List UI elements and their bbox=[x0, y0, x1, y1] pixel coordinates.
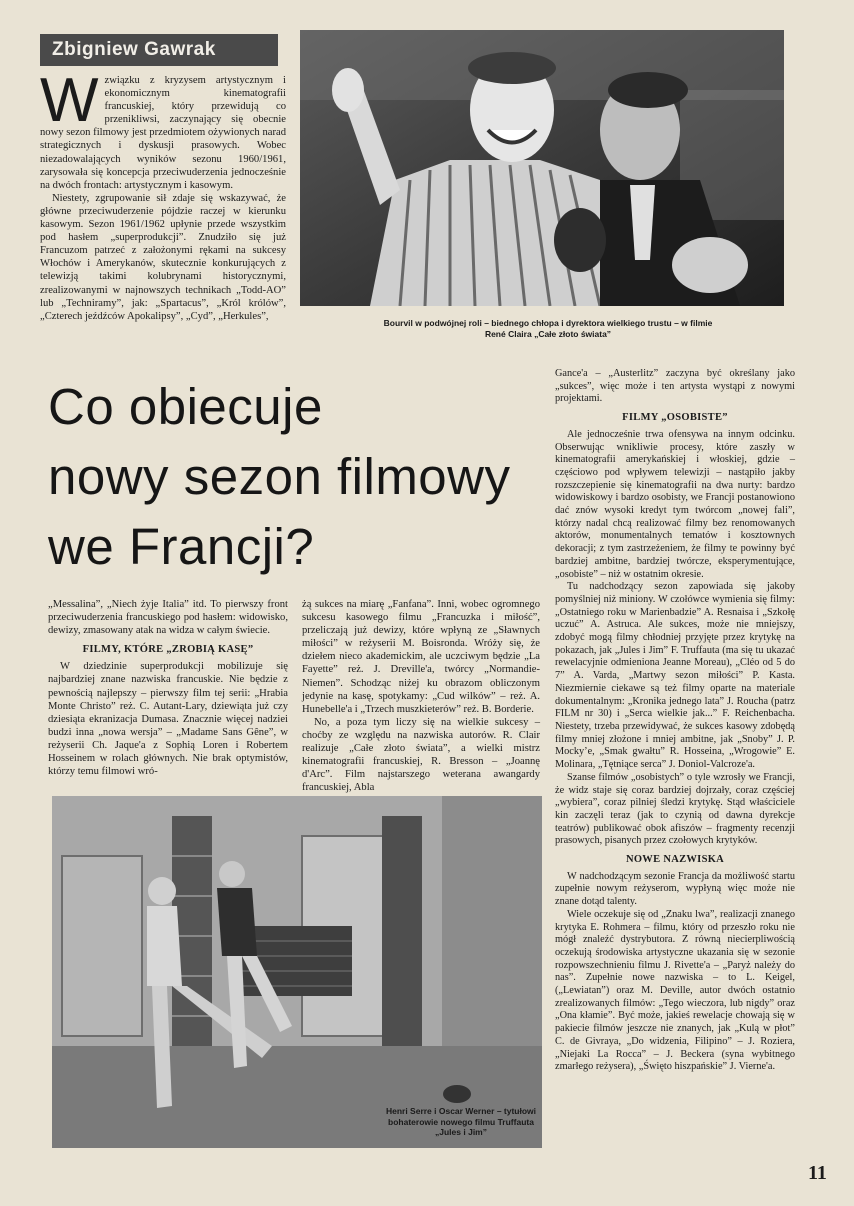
photo-jules-jim-caption: Henri Serre i Oscar Werner – tytułowi bohaterowie nowego filmu Truffauta „Jules i Jim” bbox=[385, 1106, 537, 1137]
headline-line-2: nowy sezon filmowy bbox=[48, 448, 511, 505]
intro-column bbox=[40, 66, 286, 323]
paragraph-sezon: Tu nadchodzący sezon zapowiada się jakoby pomyślniej niż miniony. W czołówce wymienia się filmy: „Ostatniego roku w Marienbadzie” A. Resnaisa i „Szkołę uczuć” A. Astruca. Ale sukces, może nie mniejszy, zdobyć mogą filmy chłodniej przyjęte przez krytykę na pokazach, jak „Jules i Jim” F. Truffauta (ma się tu ukazać rewelacyjnie odmieniona Jeanne Moreau), „Cléo od 5 do 7” A. Varda, „Martwy sezon miłości” P. Kasta. Niezmiernie ciekawe są też filmy oparte na materiale dokumentalnym: „Kronika jednego lata” J. Roucha (patrz FILM nr 30) i „Serca wielkie jak...” F. Reichenbacha. Niestety, trzeba przewidywać, że sukces kasowy zdobędą filmy mniej złożone i mniej ambitne, jak „Snoby” J. P. Mockyʼe, „Smak gwałtu” R. Hosseina, „Wrogowie” E. Molinara, „Tętniące serca” J. Doniol-Valcroze'a. bbox=[555, 581, 795, 771]
headline bbox=[48, 372, 548, 582]
headline-line-3: we Francji? bbox=[48, 518, 315, 575]
paragraph-fanfan: żą sukces na miarę „Fanfana”. Inni, wobec ogromnego sukcesu kasowego filmu „Francuzka i miłość”, przeliczają już dewizy, które wpłyną ze „Sławnych miłości” w reżyserii M. Boisronda. Wróży się, że dziełem nieco akademickim, ale uczciwym będzie „La Fayette” reż. J. Dreville'a, twórcy „Normandie-Niemen”. Schodząc niżej ku obrazom obliczonym jedynie na kasę, spotykamy: „Cud wilków” – reż. A. Hunebelle'a i „Trzech muszkieterów” reż. B. Borderie. bbox=[302, 599, 540, 715]
photo-bourvil bbox=[300, 30, 784, 306]
bourvil-photo-image bbox=[300, 30, 784, 306]
column-middle-left bbox=[48, 598, 288, 778]
section-heading-nazwiska: NOWE NAZWISKA bbox=[625, 854, 725, 866]
paragraph-znak-lwa: Wiele oczekuje się od „Znaku lwa”, realizacji znanego krytyka E. Rohmera – filmu, który od przeszło roku nie mógł znaleźć dystrybutora. Z równą niecierpliwością oczekują środowiska artystyczne ukazania się w sezonie rozpowszechnieniu filmu J. Rivette'a – „Paryż należy do nas”. Zupełnie nowe nazwiska – to L. Keigel, („Lewiatan”) oraz M. Deville, autor dwóch ostatnio zrealizowanych filmów: „Tego wieczora, lub nigdy” oraz „Ona kłamie”. Być może, jakieś rewelacje chowają się w pakiecie filmów jeszcze nie znanych, jak „Kulą w płot” C. de Givraya, „Do widzenia, Filipino” – J. Roziera, „Niejaki La Rocca” – J. Beckera (syna wybitnego zmarłego reżysera), „Święto hiszpańskie” J. Vierne'a. bbox=[555, 908, 795, 1073]
paragraph-gance: Gance'a – „Austerlitz” zaczyna być określany jako „sukces”, więc może i ten artysta wystąpi z nowymi projektami. bbox=[555, 368, 795, 405]
section-heading-osobiste: FILMY „OSOBISTE” bbox=[622, 412, 728, 424]
drop-cap: W bbox=[40, 66, 99, 135]
column-right bbox=[555, 368, 795, 1074]
page-number: 11 bbox=[808, 1162, 827, 1184]
section-heading-kase: FILMY, KTÓRE „ZROBIĄ KASĘ” bbox=[82, 644, 254, 656]
column-middle-right bbox=[302, 598, 540, 794]
paragraph-superprodukcje: W dziedzinie superprodukcji mobilizuje się najbardziej znane nazwiska francuskie. Nie będzie z pewnością najlepszy – pierwszy film tej serii: „Hrabia Monte Christo” reż. C. Autant-Lary, dziewiąta już czy dziesiąta ekranizacja Dumasa. Znacznie więcej nadziei budzi inna „nowa wersja” – „Madame Sans Gêne”, w reżyserii Ch. Jaque'a z Sophią Loren i Robertem Hosseinem w rolach głównych. Nie brak optymistów, którzy temu filmowi wró- bbox=[48, 661, 288, 778]
paragraph-szanse: Szanse filmów „osobistych” o tyle wzrosły we Francji, że widz staje się coraz bardziej dojrzały, coraz częściej „wybiera”, coraz pilniej śledzi krytykę. Stąd właściciele kin zaczęli teraz (jak to czynią od dawna dyrekcje teatrów) publikować obok afiszów – fragmenty recenzji prasowych, pisanych przez czołowych krytyków. bbox=[555, 771, 795, 847]
jules-jim-photo-image bbox=[52, 796, 542, 1148]
paragraph-messalina: „Messalina”, „Niech żyje Italia” itd. To pierwszy front przeciwuderzenia francuskiego pod hasłem: widowisko, dewizy, zmasowany atak na widza w całym świecie. bbox=[48, 599, 288, 637]
paragraph-ofensywa: Ale jednocześnie trwa ofensywa na innym odcinku. Obserwując wnikliwie procesy, które zaszły w kinematografii amerykańskiej i włoskiej, gdzie – częściowo pod wpływem telewizji – nastąpiło jakby rozszczepienie się kinematografii na dwa nurty: bardzo widowiskowy i bardzo osobisty, we Francji postanowiono dać znów wysoki kredyt tym twórcom „nowej fali”, którzy nadal chcą realizować filmy bez renomowanych aktorów, monumentalnych tematów i kosztownych dekoracji; z tym zastrzeżeniem, że filmy te powinny być bardziej ambitne, bardziej twórcze, eksperymentujące, „osobiste” – niż w ostatnim okresie. bbox=[555, 428, 795, 580]
paragraph-clair-bresson: No, a poza tym liczy się na wielkie sukcesy – choćby ze względu na nazwiska autorów. R. Clair realizuje „Całe złoto świata”, a wielki mistrz kinematografii francuskiej, R. Bresson – „Joannę d'Arc”. Film najstarszego weterana awangardy francuskiej, Abla bbox=[302, 716, 540, 794]
headline-line-1: Co obiecuje bbox=[48, 378, 323, 435]
paragraph-nowi-rezyserzy: W nadchodzącym sezonie Francja da możliwość startu zupełnie nowym reżyserom, wypłyną więc może nie znane dotąd talenty. bbox=[555, 870, 795, 908]
photo-jules-jim bbox=[52, 796, 542, 1148]
intro-paragraph-2: Niestety, zgrupowanie sił zdaje się wskazywać, że główne przeciwuderzenie pójdzie raczej w kierunku kasowym. Sezon 1961/1962 upłynie przede wszystkim pod hasłem „superprodukcji”. Znudziło się już Francuzom patrzeć z założonymi rękami na sukcesy Włochów i Amerykanów, skutecznie konkurujących z telewizją takimi kolubrynami historycznymi, zrealizowanymi w najnowszych technikach „Todd-AO” lub „Techniramy”, jak: „Spartacus”, „Król królów”, „Czterech jeźdźców Apokalipsy”, „Cyd”, „Herkules”, bbox=[40, 192, 286, 322]
author-name: Zbigniew Gawrak bbox=[52, 39, 216, 60]
photo-bourvil-caption: Bourvil w podwójnej roli – biednego chłopa i dyrektora wielkiego trustu – w filmie René Claira „Całe złoto świata” bbox=[383, 318, 713, 339]
author-banner bbox=[40, 34, 278, 66]
intro-paragraph-1: związku z kryzysem artystycznym i ekonomicznym kinematografii francuskiej, który przewidują co przenikliwsi, zaczynający się obecnie nowy sezon filmowy jest przedmiotem ożywionych narad strategicznych i dyskusji prasowych. Wobec niezadowalających wyników sezonu 1960/1961, zarysowała się koncepcja przeciwuderzenia jednocześnie na dwóch frontach: artystycznym i kasowym. bbox=[40, 75, 286, 191]
